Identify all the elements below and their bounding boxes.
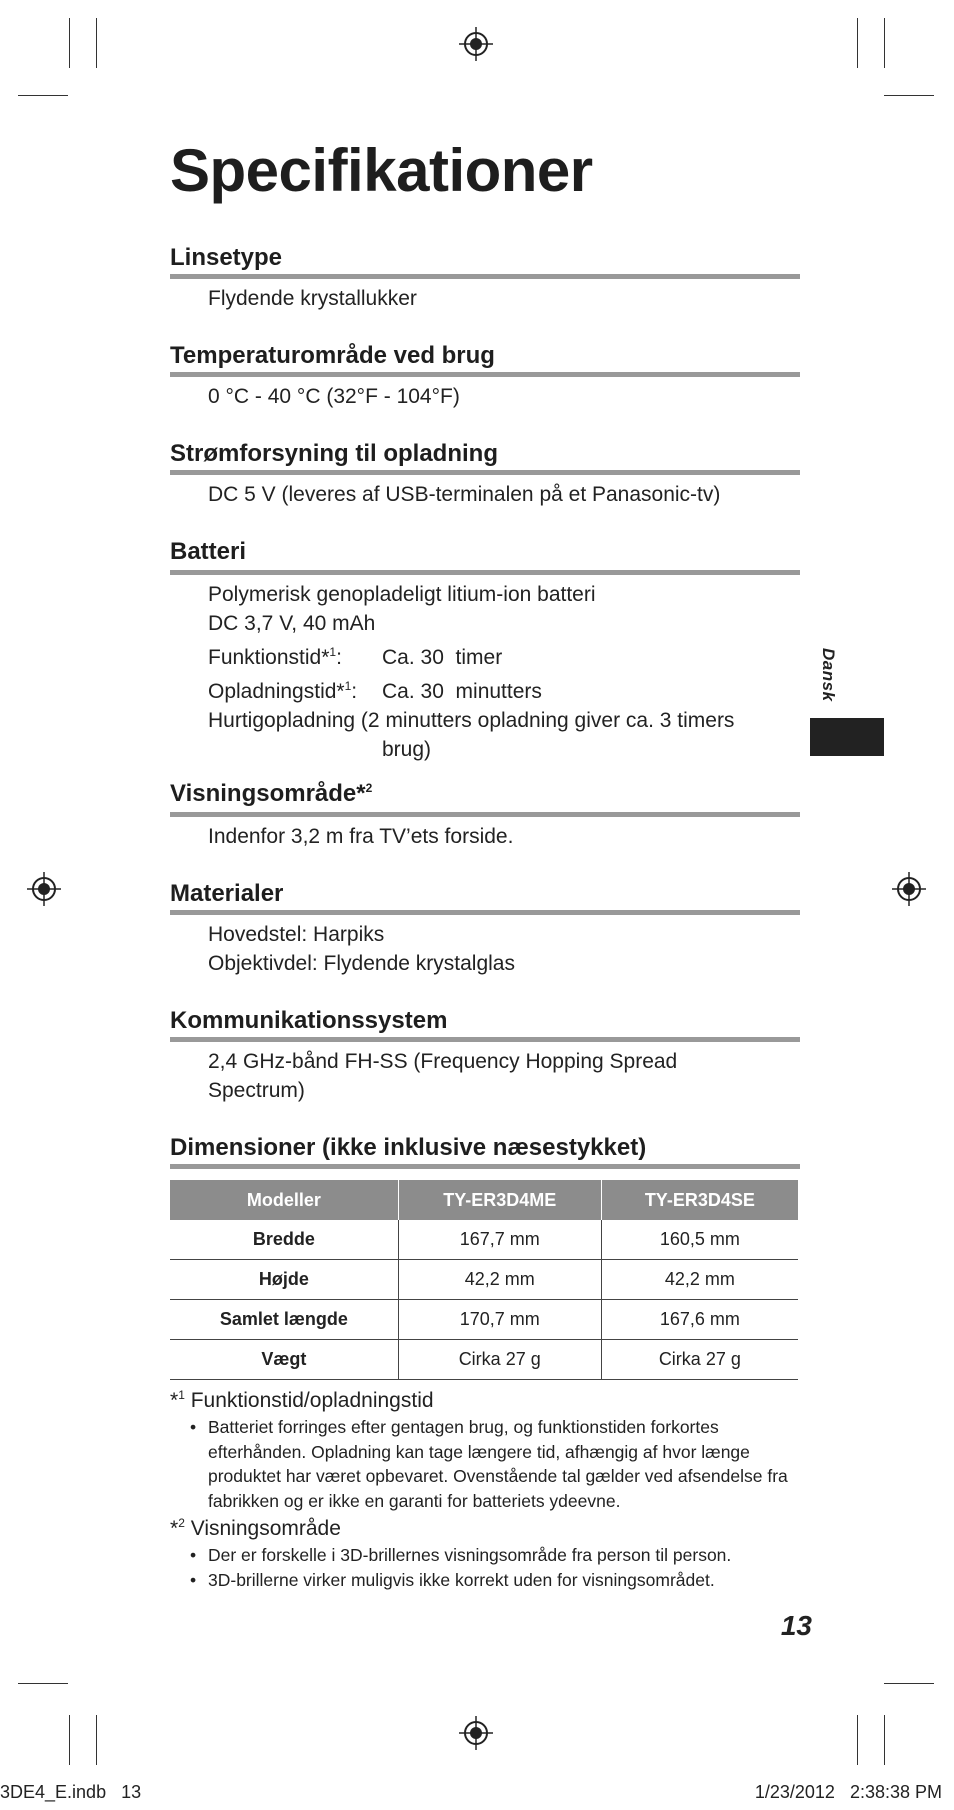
text-line: Spectrum) xyxy=(208,1079,305,1102)
table-row xyxy=(170,1260,798,1300)
bullet-glyph: • xyxy=(190,1545,197,1565)
footnote-marker: * xyxy=(170,1517,179,1540)
text-line: DC 3,7 V, 40 mAh xyxy=(208,612,376,635)
crop-mark xyxy=(884,95,934,96)
heading-text: Visningsområde* xyxy=(170,780,366,807)
section-rule xyxy=(170,570,800,575)
registration-mark-icon xyxy=(27,872,61,906)
section-rule xyxy=(170,1037,800,1042)
table-cell: 42,2 mm xyxy=(398,1260,601,1300)
section-rule xyxy=(170,470,800,475)
section-body-battery xyxy=(208,580,734,764)
operating-time-line: Funktionstid*$^1$: Ca. 30 timer xyxy=(208,645,503,669)
footnote-heading-2 xyxy=(170,1516,341,1541)
text-line: Flydende krystallukker xyxy=(208,287,417,310)
crop-mark xyxy=(857,1715,858,1765)
section-body-viewing xyxy=(208,822,513,851)
footnote-ref: 1 xyxy=(329,645,337,659)
section-heading-lens: Linsetype xyxy=(170,244,283,271)
section-body-communication xyxy=(208,1047,677,1105)
crop-mark xyxy=(69,18,70,68)
section-body-lens xyxy=(208,284,417,313)
table-cell: Cirka 27 g xyxy=(601,1340,798,1380)
text-line: DC 5 V (leveres af USB-terminalen på et Panasonic-tv) xyxy=(208,483,721,506)
table-header: TY-ER3D4ME xyxy=(398,1180,601,1220)
table-header: TY-ER3D4SE xyxy=(601,1180,798,1220)
section-heading-battery: Batteri xyxy=(170,538,247,565)
dimensions-table xyxy=(170,1180,798,1380)
text-line: Polymerisk genopladeligt litium-ion batteri xyxy=(208,583,596,606)
section-rule xyxy=(170,812,800,817)
table-cell: Vægt xyxy=(170,1340,398,1380)
footnote-bullet xyxy=(190,1415,810,1513)
registration-mark-icon xyxy=(459,27,493,61)
footnote-marker: * xyxy=(170,1389,179,1412)
crop-mark xyxy=(857,18,858,68)
section-rule xyxy=(170,910,800,915)
section-rule xyxy=(170,372,800,377)
table-cell: Højde xyxy=(170,1260,398,1300)
table-row xyxy=(170,1300,798,1340)
crop-mark xyxy=(96,18,97,68)
footer-file-info xyxy=(0,1782,141,1803)
section-heading-viewing xyxy=(170,780,800,808)
operating-time-value: Ca. 30 timer xyxy=(382,646,503,669)
charging-time-line: Opladningstid*$^1$: Ca. 30 minutters xyxy=(208,679,542,703)
section-rule xyxy=(170,1164,800,1169)
footer-file-text: 3DE4_E.indb 13 xyxy=(0,1782,142,1802)
footnote-title: Visningsområde xyxy=(184,1517,341,1540)
registration-mark-icon xyxy=(459,1716,493,1750)
footnote-number: 2 xyxy=(178,1516,185,1530)
section-body-power xyxy=(208,480,720,509)
footnote-number: 1 xyxy=(178,1388,185,1402)
crop-mark xyxy=(884,1715,885,1765)
table-cell: Bredde xyxy=(170,1220,398,1260)
table-row xyxy=(170,1220,798,1260)
table-header-row xyxy=(170,1180,798,1220)
text-line: Hovedstel: Harpiks xyxy=(208,923,385,946)
footnote-bullet xyxy=(190,1568,810,1593)
footnote-text: 3D-brillerne virker muligvis ikke korrekt uden for visningsområdet. xyxy=(208,1570,715,1590)
text-line: Objektivdel: Flydende krystalglas xyxy=(208,952,515,975)
section-body-temperature xyxy=(208,382,460,411)
charging-time-value: Ca. 30 minutters xyxy=(382,680,542,703)
footnote-text: Batteriet forringes efter gentagen brug, og funktionstiden forkortes efterhånden. Opladning kan tage længere tid, afhængig af hvor længe produktet har været opbevaret. Ovenstående tal gælder ved afsendelse fra fabrikken og er ikke en garanti for batteriets ydeevne. xyxy=(208,1417,788,1511)
bullet-glyph: • xyxy=(190,1417,197,1437)
footnote-ref: 1 xyxy=(344,679,352,693)
table-header: Modeller xyxy=(170,1180,398,1220)
crop-mark xyxy=(884,1683,934,1684)
page-number: 13 xyxy=(780,1610,812,1641)
text-line: Hurtigopladning (2 minutters opladning giver ca. 3 timers xyxy=(208,709,735,732)
crop-mark xyxy=(18,1683,68,1684)
footer-timestamp xyxy=(755,1782,942,1803)
section-heading-dimensions: Dimensioner (ikke inklusive næsestykket) xyxy=(170,1134,647,1161)
section-rule xyxy=(170,274,800,279)
footnote-bullet xyxy=(190,1543,810,1568)
table-cell: 42,2 mm xyxy=(601,1260,798,1300)
table-cell: Samlet længde xyxy=(170,1300,398,1340)
text-line: 2,4 GHz-bånd FH-SS (Frequency Hopping Spread xyxy=(208,1050,678,1073)
text-line: brug) xyxy=(382,738,432,761)
footnote-ref: 2 xyxy=(365,781,373,795)
footer-timestamp-text: 1/23/2012 2:38:38 PM xyxy=(754,1782,942,1802)
text-line: 0 °C - 40 °C (32°F - 104°F) xyxy=(208,385,460,408)
footnote-heading-1 xyxy=(170,1388,434,1413)
crop-mark xyxy=(69,1715,70,1765)
section-heading-communication: Kommunikationssystem xyxy=(170,1007,448,1034)
section-heading-power: Strømforsyning til opladning xyxy=(170,440,498,467)
table-cell: 167,7 mm xyxy=(398,1220,601,1260)
operating-time-label: Funktionstid* xyxy=(208,646,330,669)
crop-mark xyxy=(96,1715,97,1765)
table-row xyxy=(170,1340,798,1380)
language-tab-label: Dansk xyxy=(819,648,838,702)
section-body-materials xyxy=(208,920,515,978)
bullet-glyph: • xyxy=(190,1570,197,1590)
table-cell: Cirka 27 g xyxy=(398,1340,601,1380)
footnote-title: Funktionstid/opladningstid xyxy=(184,1389,434,1412)
crop-mark xyxy=(18,95,68,96)
section-heading-materials: Materialer xyxy=(170,880,284,907)
language-tab-marker xyxy=(810,718,884,756)
section-heading-temperature: Temperaturområde ved brug xyxy=(170,342,495,369)
table-cell: 167,6 mm xyxy=(601,1300,798,1340)
charging-time-label: Opladningstid* xyxy=(208,680,345,703)
crop-mark xyxy=(884,18,885,68)
text-line: Indenfor 3,2 m fra TV’ets forside. xyxy=(208,825,514,848)
footnote-text: Der er forskelle i 3D-brillernes visningsområde fra person til person. xyxy=(208,1545,732,1565)
registration-mark-icon xyxy=(892,872,926,906)
page-title: Specifikationer xyxy=(170,137,593,204)
table-cell: 160,5 mm xyxy=(601,1220,798,1260)
table-cell: 170,7 mm xyxy=(398,1300,601,1340)
